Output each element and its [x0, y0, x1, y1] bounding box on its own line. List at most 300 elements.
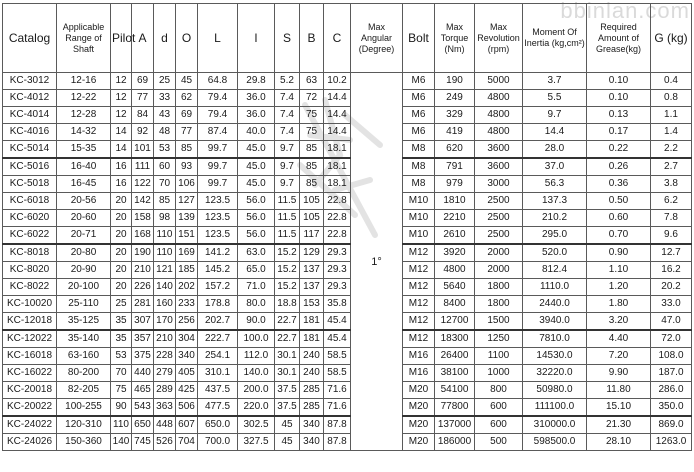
- table-cell: 2.2: [651, 141, 692, 159]
- table-cell: 375: [132, 348, 154, 365]
- table-cell: 11.80: [587, 382, 651, 399]
- table-row: [3, 313, 692, 331]
- table-cell: 56.0: [238, 193, 275, 210]
- table-cell: 350.0: [651, 399, 692, 417]
- table-cell: 181: [300, 313, 324, 331]
- table-cell: 4800: [475, 124, 523, 141]
- site-watermark: bbinlan.com: [560, 0, 690, 23]
- table-cell: 75: [300, 107, 324, 124]
- table-cell: 29.8: [238, 73, 275, 90]
- table-cell: 222.7: [198, 330, 238, 348]
- table-cell: 0.8: [651, 90, 692, 107]
- table-cell: 2.7: [651, 158, 692, 176]
- table-cell: 20: [111, 244, 132, 262]
- table-cell: 0.10: [587, 90, 651, 107]
- table-cell: 285: [300, 399, 324, 417]
- table-body: [3, 73, 692, 451]
- table-cell: 9.7: [275, 141, 300, 159]
- table-cell: 1100: [475, 348, 523, 365]
- table-cell: M8: [403, 158, 435, 176]
- table-cell: 90.0: [238, 313, 275, 331]
- table-cell: 9.6: [651, 227, 692, 245]
- table-cell: 2210: [435, 210, 475, 227]
- table-cell: 256: [176, 313, 198, 331]
- table-cell: 869.0: [651, 416, 692, 434]
- table-cell: 100-255: [57, 399, 111, 417]
- table-cell: 16: [111, 158, 132, 176]
- table-cell: 304: [176, 330, 198, 348]
- table-cell: 12-28: [57, 107, 111, 124]
- table-cell: 281: [132, 296, 154, 313]
- table-cell: 477.5: [198, 399, 238, 417]
- column-header: Max Torque (Nm): [435, 4, 475, 73]
- table-cell: 35: [111, 330, 132, 348]
- table-cell: 36.0: [238, 90, 275, 107]
- table-cell: 56.0: [238, 227, 275, 245]
- table-row: [3, 262, 692, 279]
- table-cell: 71.0: [238, 279, 275, 296]
- table-cell: 30.1: [275, 365, 300, 382]
- table-cell: 85: [300, 158, 324, 176]
- table-cell: 140: [154, 279, 176, 296]
- table-cell: 4800: [475, 90, 523, 107]
- table-cell: 30.1: [275, 348, 300, 365]
- column-header: Applicable Range of Shaft: [57, 4, 111, 73]
- table-cell: 15.2: [275, 262, 300, 279]
- table-cell: 137.3: [523, 193, 587, 210]
- table-cell: 20: [111, 210, 132, 227]
- catalog-cell: KC-6020: [3, 210, 57, 227]
- table-cell: 47.0: [651, 313, 692, 331]
- table-cell: 186000: [435, 434, 475, 451]
- table-cell: 140.0: [238, 365, 275, 382]
- catalog-cell: KC-6022: [3, 227, 57, 245]
- table-cell: 63: [300, 73, 324, 90]
- table-cell: 327.5: [238, 434, 275, 451]
- table-cell: 40.0: [238, 124, 275, 141]
- table-cell: 7.4: [275, 107, 300, 124]
- table-cell: 93: [176, 158, 198, 176]
- table-cell: 72: [300, 90, 324, 107]
- table-cell: 85: [176, 141, 198, 159]
- table-cell: 185: [176, 262, 198, 279]
- catalog-cell: KC-20018: [3, 382, 57, 399]
- catalog-cell: KC-10020: [3, 296, 57, 313]
- table-cell: 85: [300, 141, 324, 159]
- table-cell: 2500: [475, 193, 523, 210]
- table-row: [3, 279, 692, 296]
- catalog-cell: KC-5014: [3, 141, 57, 159]
- table-cell: 158: [132, 210, 154, 227]
- table-cell: M10: [403, 227, 435, 245]
- table-cell: M12: [403, 296, 435, 313]
- table-cell: 704: [176, 434, 198, 451]
- catalog-cell: KC-16018: [3, 348, 57, 365]
- table-cell: 20: [111, 193, 132, 210]
- table-cell: 75: [300, 124, 324, 141]
- table-cell: 745: [132, 434, 154, 451]
- table-row: [3, 107, 692, 124]
- table-cell: 18.1: [324, 158, 351, 176]
- table-cell: 3.20: [587, 313, 651, 331]
- table-cell: 607: [176, 416, 198, 434]
- column-header: Max Angular (Degree): [351, 4, 403, 73]
- table-cell: 56.3: [523, 176, 587, 193]
- table-cell: 53: [111, 348, 132, 365]
- table-cell: 1810: [435, 193, 475, 210]
- table-cell: 45.4: [324, 330, 351, 348]
- table-cell: 111: [132, 158, 154, 176]
- table-cell: 37.0: [523, 158, 587, 176]
- column-header: Pilot: [111, 4, 132, 73]
- table-cell: 80.0: [238, 296, 275, 313]
- table-cell: 15-35: [57, 141, 111, 159]
- catalog-cell: KC-8020: [3, 262, 57, 279]
- table-header: [3, 4, 692, 73]
- table-cell: 620: [435, 141, 475, 159]
- column-header: Required Amount of Grease(kg): [587, 4, 651, 73]
- table-cell: 105: [300, 210, 324, 227]
- table-cell: 123.5: [198, 210, 238, 227]
- table-cell: 12700: [435, 313, 475, 331]
- table-row: [3, 365, 692, 382]
- table-cell: 112.0: [238, 348, 275, 365]
- table-cell: 3920: [435, 244, 475, 262]
- table-cell: 54100: [435, 382, 475, 399]
- table-cell: M20: [403, 416, 435, 434]
- table-cell: 170: [154, 313, 176, 331]
- catalog-cell: KC-12022: [3, 330, 57, 348]
- table-cell: 598500.0: [523, 434, 587, 451]
- table-cell: 340: [300, 434, 324, 451]
- table-cell: 121: [154, 262, 176, 279]
- table-cell: 0.70: [587, 227, 651, 245]
- table-cell: 650: [132, 416, 154, 434]
- table-cell: M10: [403, 210, 435, 227]
- table-cell: 0.13: [587, 107, 651, 124]
- table-cell: 249: [435, 90, 475, 107]
- table-cell: 800: [475, 382, 523, 399]
- table-cell: 63.0: [238, 244, 275, 262]
- table-row: [3, 399, 692, 417]
- table-cell: 35.8: [324, 296, 351, 313]
- catalog-cell: KC-5018: [3, 176, 57, 193]
- max-angular-cell: 1°: [351, 73, 403, 451]
- table-cell: 22.7: [275, 313, 300, 331]
- column-header: S: [275, 4, 300, 73]
- table-cell: M12: [403, 244, 435, 262]
- table-row: [3, 210, 692, 227]
- table-cell: 20.2: [651, 279, 692, 296]
- table-cell: 70: [111, 365, 132, 382]
- table-cell: 5.2: [275, 73, 300, 90]
- table-cell: 812.4: [523, 262, 587, 279]
- table-cell: 1.4: [651, 124, 692, 141]
- table-cell: 35-140: [57, 330, 111, 348]
- column-header: Max Revolution (rpm): [475, 4, 523, 73]
- table-cell: 791: [435, 158, 475, 176]
- table-cell: 4800: [435, 262, 475, 279]
- table-cell: 45.0: [238, 141, 275, 159]
- table-cell: 38100: [435, 365, 475, 382]
- table-cell: 92: [132, 124, 154, 141]
- catalog-cell: KC-20022: [3, 399, 57, 417]
- table-cell: 48: [154, 124, 176, 141]
- table-cell: M12: [403, 313, 435, 331]
- table-cell: 5.5: [523, 90, 587, 107]
- table-cell: 0.60: [587, 210, 651, 227]
- table-cell: 110: [154, 244, 176, 262]
- table-cell: 8400: [435, 296, 475, 313]
- table-cell: 169: [176, 244, 198, 262]
- table-cell: 0.26: [587, 158, 651, 176]
- table-cell: 9.7: [523, 107, 587, 124]
- table-cell: 2610: [435, 227, 475, 245]
- table-cell: 28.0: [523, 141, 587, 159]
- table-cell: 1500: [475, 313, 523, 331]
- table-cell: M6: [403, 124, 435, 141]
- table-cell: 11.5: [275, 193, 300, 210]
- table-cell: 7.20: [587, 348, 651, 365]
- table-cell: M6: [403, 73, 435, 90]
- table-cell: 29.3: [324, 244, 351, 262]
- column-header: Catalog: [3, 4, 57, 73]
- table-cell: 22.8: [324, 227, 351, 245]
- table-cell: 226: [132, 279, 154, 296]
- table-cell: 151: [176, 227, 198, 245]
- table-cell: 60: [154, 158, 176, 176]
- table-cell: 7.4: [275, 124, 300, 141]
- table-cell: 45: [275, 434, 300, 451]
- table-cell: 3.7: [523, 73, 587, 90]
- table-cell: 7810.0: [523, 330, 587, 348]
- table-cell: M8: [403, 141, 435, 159]
- table-cell: 10.2: [324, 73, 351, 90]
- table-cell: 36.0: [238, 107, 275, 124]
- table-cell: 285: [300, 382, 324, 399]
- table-row: [3, 348, 692, 365]
- table-cell: 0.10: [587, 73, 651, 90]
- table-cell: 45: [275, 416, 300, 434]
- table-cell: 63-160: [57, 348, 111, 365]
- table-cell: 62: [176, 90, 198, 107]
- table-row: [3, 141, 692, 159]
- catalog-cell: KC-3012: [3, 73, 57, 90]
- table-cell: 200.0: [238, 382, 275, 399]
- table-cell: M16: [403, 348, 435, 365]
- table-cell: 105: [300, 193, 324, 210]
- table-cell: 75: [111, 382, 132, 399]
- catalog-cell: KC-5016: [3, 158, 57, 176]
- table-row: [3, 176, 692, 193]
- table-row: [3, 227, 692, 245]
- table-cell: 14.4: [324, 124, 351, 141]
- table-cell: 120-310: [57, 416, 111, 434]
- table-cell: 5000: [475, 73, 523, 90]
- table-cell: 72.0: [651, 330, 692, 348]
- table-cell: 14: [111, 124, 132, 141]
- table-cell: 137: [300, 279, 324, 296]
- table-cell: 64.8: [198, 73, 238, 90]
- column-header: L: [198, 4, 238, 73]
- table-cell: 0.4: [651, 73, 692, 90]
- table-cell: 12: [111, 107, 132, 124]
- column-header: Moment Of Inertia (kg,cm²): [523, 4, 587, 73]
- table-cell: 28.10: [587, 434, 651, 451]
- table-cell: 20-80: [57, 244, 111, 262]
- table-cell: 56.0: [238, 210, 275, 227]
- table-cell: 448: [154, 416, 176, 434]
- table-cell: 53: [154, 141, 176, 159]
- table-cell: 363: [154, 399, 176, 417]
- table-cell: 419: [435, 124, 475, 141]
- table-cell: 289: [154, 382, 176, 399]
- table-cell: M12: [403, 262, 435, 279]
- table-cell: 302.5: [238, 416, 275, 434]
- catalog-cell: KC-16022: [3, 365, 57, 382]
- table-cell: M20: [403, 434, 435, 451]
- table-cell: 340: [176, 348, 198, 365]
- table-cell: M16: [403, 365, 435, 382]
- table-cell: 79.4: [198, 107, 238, 124]
- table-cell: 1.10: [587, 262, 651, 279]
- table-cell: 20-71: [57, 227, 111, 245]
- catalog-cell: KC-4016: [3, 124, 57, 141]
- table-cell: 26400: [435, 348, 475, 365]
- table-cell: 45.4: [324, 313, 351, 331]
- table-cell: 35-125: [57, 313, 111, 331]
- table-cell: 22.8: [324, 210, 351, 227]
- table-cell: M6: [403, 107, 435, 124]
- table-cell: 25: [154, 73, 176, 90]
- table-cell: 25-110: [57, 296, 111, 313]
- table-cell: 0.36: [587, 176, 651, 193]
- table-cell: 700.0: [198, 434, 238, 451]
- table-cell: 1800: [475, 279, 523, 296]
- table-cell: 71.6: [324, 382, 351, 399]
- table-cell: 3600: [475, 141, 523, 159]
- table-cell: 543: [132, 399, 154, 417]
- table-cell: 87.4: [198, 124, 238, 141]
- table-cell: 21.30: [587, 416, 651, 434]
- table-cell: 1800: [475, 296, 523, 313]
- table-cell: 14-32: [57, 124, 111, 141]
- table-cell: 99.7: [198, 176, 238, 193]
- table-cell: 1000: [475, 365, 523, 382]
- table-cell: 340: [300, 416, 324, 434]
- table-cell: 6.2: [651, 193, 692, 210]
- table-cell: 85: [154, 193, 176, 210]
- table-cell: 50980.0: [523, 382, 587, 399]
- table-cell: M6: [403, 90, 435, 107]
- table-cell: 18.1: [324, 141, 351, 159]
- table-cell: 5640: [435, 279, 475, 296]
- table-cell: 14530.0: [523, 348, 587, 365]
- table-cell: 71.6: [324, 399, 351, 417]
- table-cell: 45.0: [238, 158, 275, 176]
- catalog-cell: KC-8018: [3, 244, 57, 262]
- table-cell: M20: [403, 399, 435, 417]
- catalog-cell: KC-6018: [3, 193, 57, 210]
- table-cell: 1.1: [651, 107, 692, 124]
- column-header: O: [176, 4, 198, 73]
- table-cell: 45.0: [238, 176, 275, 193]
- table-cell: 3600: [475, 158, 523, 176]
- table-cell: 2000: [475, 244, 523, 262]
- table-cell: 650.0: [198, 416, 238, 434]
- table-cell: 15.2: [275, 279, 300, 296]
- table-cell: 506: [176, 399, 198, 417]
- table-cell: 110: [111, 416, 132, 434]
- table-cell: 240: [300, 348, 324, 365]
- table-cell: 0.90: [587, 244, 651, 262]
- table-cell: 58.5: [324, 348, 351, 365]
- column-header: l: [238, 4, 275, 73]
- column-header: Bolt: [403, 4, 435, 73]
- table-cell: 85: [300, 176, 324, 193]
- table-cell: 43: [154, 107, 176, 124]
- table-cell: 77800: [435, 399, 475, 417]
- table-cell: 190: [435, 73, 475, 90]
- table-cell: 137000: [435, 416, 475, 434]
- table-cell: 69: [132, 73, 154, 90]
- table-row: [3, 244, 692, 262]
- table-cell: 295.0: [523, 227, 587, 245]
- table-cell: 35: [111, 313, 132, 331]
- table-cell: 106: [176, 176, 198, 193]
- table-cell: 1.20: [587, 279, 651, 296]
- table-cell: 1.80: [587, 296, 651, 313]
- table-cell: 108.0: [651, 348, 692, 365]
- table-cell: 18.1: [324, 176, 351, 193]
- table-cell: 12: [111, 90, 132, 107]
- table-cell: 14: [111, 141, 132, 159]
- table-cell: 20-100: [57, 279, 111, 296]
- table-cell: 16: [111, 176, 132, 193]
- table-cell: 233: [176, 296, 198, 313]
- table-cell: 440: [132, 365, 154, 382]
- table-cell: 9.7: [275, 158, 300, 176]
- table-cell: 22.7: [275, 330, 300, 348]
- table-cell: 150-360: [57, 434, 111, 451]
- table-row: [3, 193, 692, 210]
- table-cell: 16.2: [651, 262, 692, 279]
- table-cell: 25: [111, 296, 132, 313]
- table-cell: 9.7: [275, 176, 300, 193]
- table-cell: 37.5: [275, 382, 300, 399]
- catalog-cell: KC-24026: [3, 434, 57, 451]
- table-cell: 2500: [475, 227, 523, 245]
- table-cell: 210: [132, 262, 154, 279]
- table-cell: 141.2: [198, 244, 238, 262]
- table-cell: M8: [403, 176, 435, 193]
- table-row: [3, 382, 692, 399]
- table-cell: 178.8: [198, 296, 238, 313]
- table-cell: 87.8: [324, 416, 351, 434]
- table-cell: 69: [176, 107, 198, 124]
- table-cell: 16-40: [57, 158, 111, 176]
- table-cell: 77: [132, 90, 154, 107]
- table-cell: 117: [300, 227, 324, 245]
- table-cell: 2440.0: [523, 296, 587, 313]
- table-row: [3, 296, 692, 313]
- table-cell: 99.7: [198, 141, 238, 159]
- table-cell: 15.2: [275, 244, 300, 262]
- table-cell: 14.4: [523, 124, 587, 141]
- table-cell: 1263.0: [651, 434, 692, 451]
- table-cell: 58.5: [324, 365, 351, 382]
- table-row: [3, 73, 692, 90]
